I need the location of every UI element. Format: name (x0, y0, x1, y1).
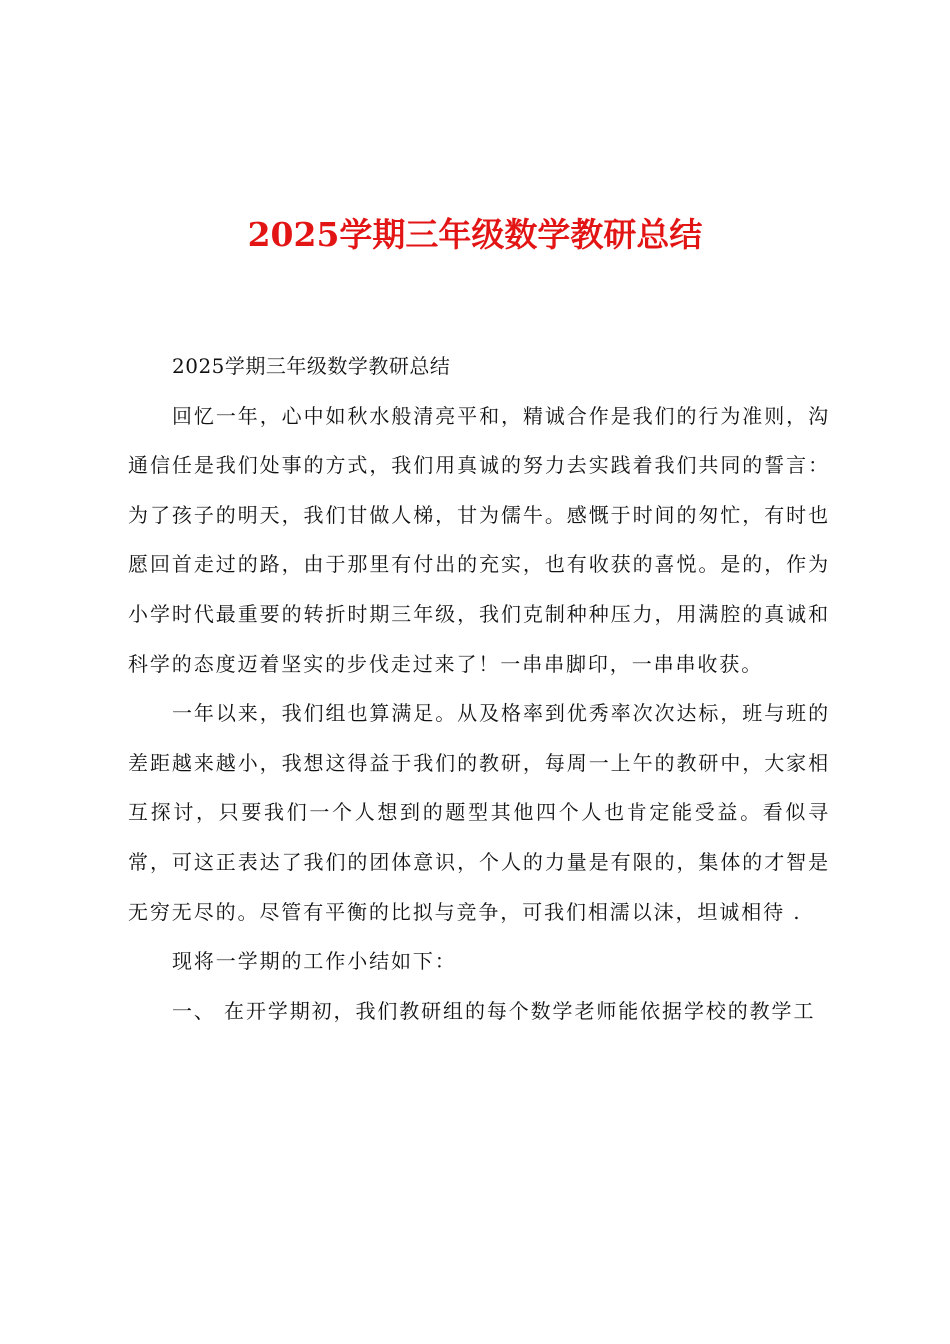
paragraph-item-one: 一、 在开学期初，我们教研组的每个数学老师能依据学校的教学工 (172, 998, 816, 1023)
document-title: 2025学期三年级数学教研总结 (247, 215, 703, 254)
paragraph-teamwork: 一年以来，我们组也算满足。从及格率到优秀率次次达标，班与班的差距越来越小，我想这得益于我们的教研，每周一上午的教研中，大家相互探讨，只要我们一个人想到的题型其他四个人也肯定能受益。看似寻常，可这正表达了我们的团体意识，个人的力量是有限的，集体的才智是无穷无尽的。尽管有平衡的比拟与竞争，可我们相濡以沫，坦诚相待 . (128, 701, 830, 924)
document-subtitle: 2025学期三年级数学教研总结 (172, 354, 451, 378)
paragraph-summary-lead: 现将一学期的工作小结如下： (172, 949, 457, 974)
paragraph-intro: 回忆一年，心中如秋水般清亮平和，精诚合作是我们的行为准则，沟通信任是我们处事的方式，我们用真诚的努力去实践着我们共同的誓言：为了孩子的明天，我们甘做人梯，甘为儒牛。感慨于时间的匆忙，有时也愿回首走过的路，由于那里有付出的充实，也有收获的喜悦。是的，作为小学时代最重要的转折时期三年级，我们克制种种压力，用满腔的真诚和科学的态度迈着坚实的步伐走过来了！一串串脚印，一串串收获。 (128, 403, 830, 676)
document-body (128, 342, 830, 1036)
